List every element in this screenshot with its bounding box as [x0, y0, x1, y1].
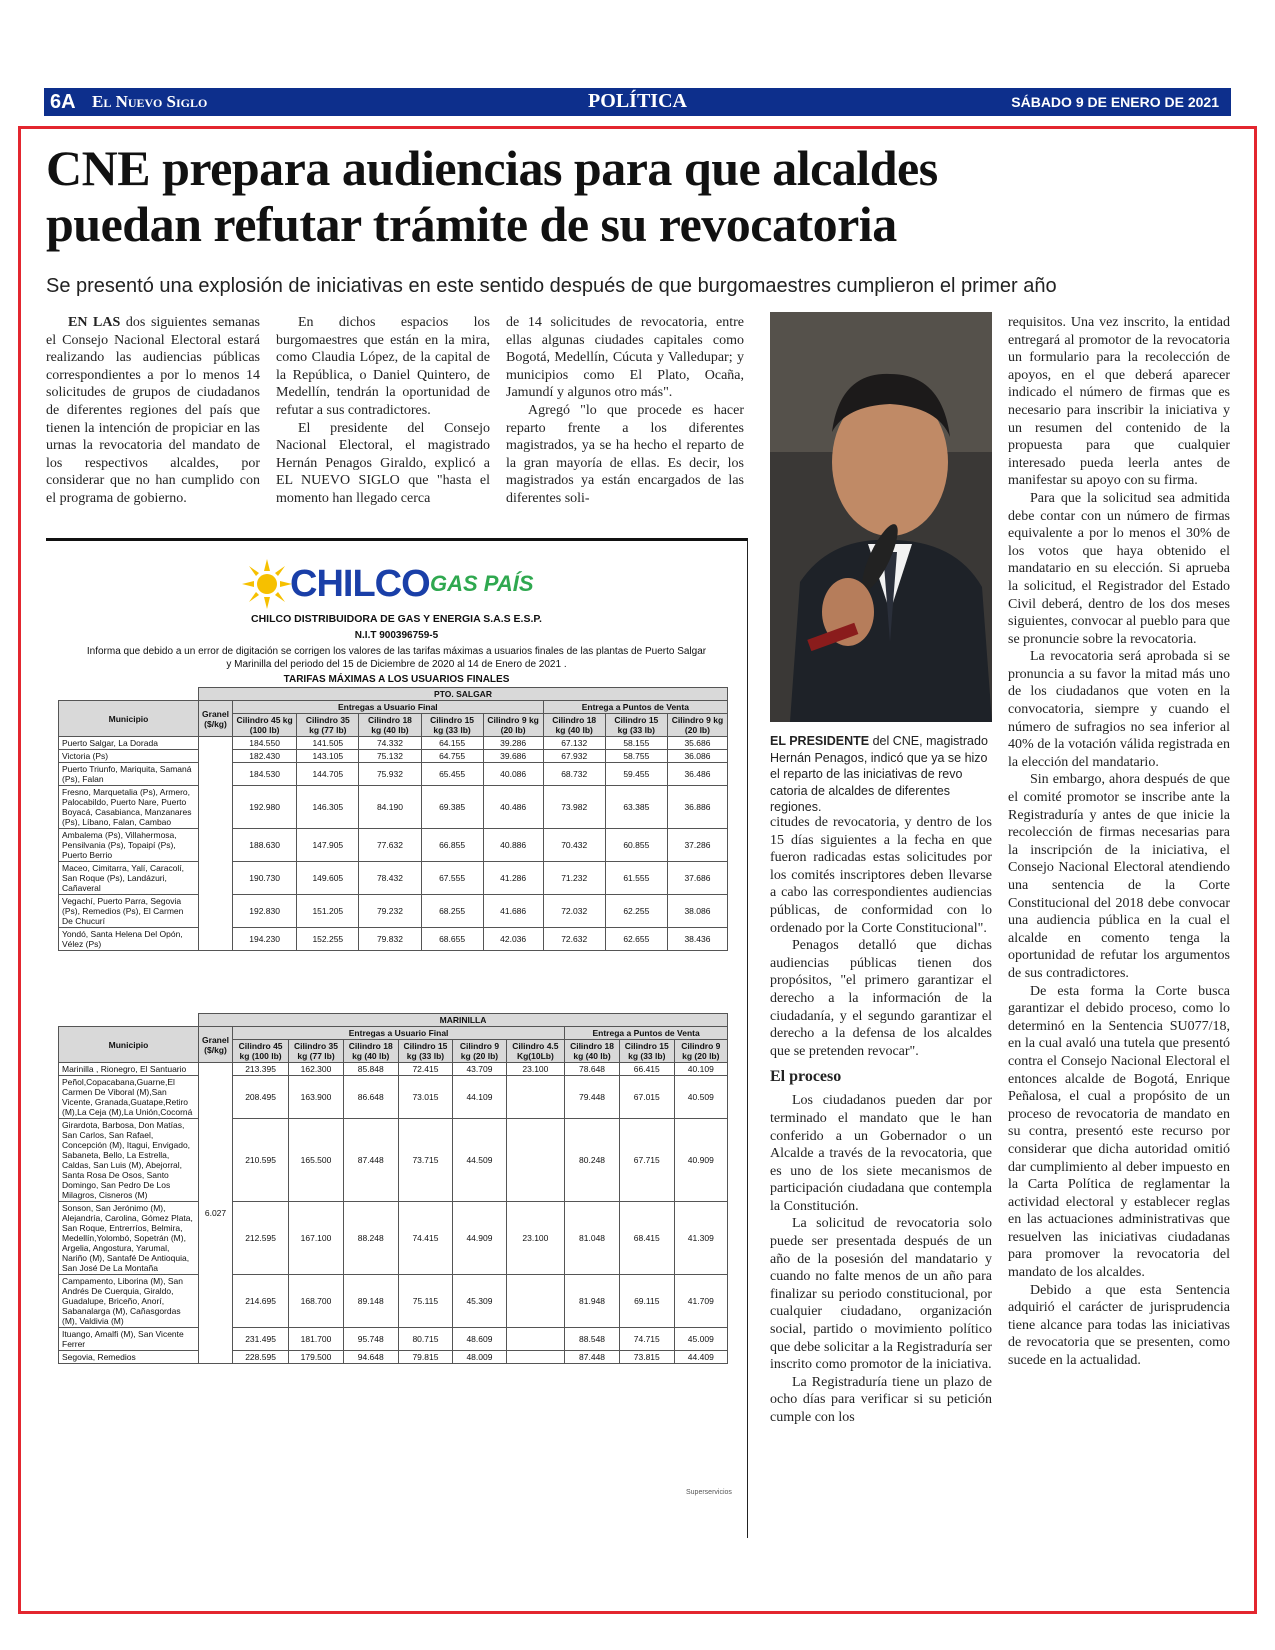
tariff-value-cell: 181.700 — [289, 1328, 344, 1351]
tariff-value-cell: 167.100 — [289, 1202, 344, 1275]
tariff-value-cell: 41.686 — [483, 895, 543, 928]
tariff-value-cell: 80.248 — [565, 1119, 620, 1202]
group-header: Entrega a Puntos de Venta — [565, 1027, 728, 1040]
tariff-value-cell: 73.715 — [398, 1119, 453, 1202]
chilco-logo: CHILCO — [290, 563, 430, 605]
municipio-cell: Marinilla , Rionegro, El Santuario — [59, 1063, 199, 1076]
tariff-value-cell: 66.855 — [421, 829, 483, 862]
tariff-value-cell: 79.232 — [359, 895, 421, 928]
tariff-value-cell: 39.286 — [483, 737, 543, 750]
tariff-value-cell: 41.709 — [674, 1275, 727, 1328]
tariff-value-cell: 85.848 — [343, 1063, 398, 1076]
tariff-value-cell: 182.430 — [233, 750, 297, 763]
tariff-value-cell: 75.115 — [398, 1275, 453, 1328]
col4-paragraph: La Registraduría tiene un plazo de ocho días para verificar si su petición cumple con los — [770, 1374, 992, 1425]
cylinder-column-header: Cilindro 9 kg (20 lb) — [667, 714, 727, 737]
tariff-value-cell: 79.832 — [359, 928, 421, 951]
tariff-value-cell: 228.595 — [233, 1351, 289, 1364]
tariff-value-cell: 79.448 — [565, 1076, 620, 1119]
issue-date: SÁBADO 9 DE ENERO DE 2021 — [1011, 94, 1219, 110]
table-row — [59, 895, 728, 928]
tariff-value-cell: 231.495 — [233, 1328, 289, 1351]
tariff-value-cell: 62.255 — [605, 895, 667, 928]
ad-nit: N.I.T 900396759-5 — [354, 630, 439, 641]
tariff-value-cell: 88.248 — [343, 1202, 398, 1275]
col5-paragraph: Para que la solicitud sea admitida debe contar con un número de firmas equivalente a por lo menos el 30% de los votos que haya obtenido el mandatario en su elección. Si aprueba la solicitud, el Registrador del Estado Civil deberá, dentro de los dos meses siguientes, convocar al pueblo para que se pronuncie sobre la revocatoria. — [1008, 490, 1230, 647]
column-2 — [276, 314, 490, 508]
tariff-value-cell: 87.448 — [565, 1351, 620, 1364]
tariff-value-cell: 87.448 — [343, 1119, 398, 1202]
table-row — [59, 786, 728, 829]
tariff-value-cell: 48.009 — [453, 1351, 506, 1364]
table-row — [59, 1063, 728, 1076]
tariff-value-cell: 67.132 — [543, 737, 605, 750]
tariff-value-cell: 45.009 — [674, 1328, 727, 1351]
col5-paragraph: Sin embargo, ahora después de que el comité promotor se inscribe ante la Registraduría y antes de que inicie la recolección de firmas necesarias para la inscripción de la iniciativa, el Consejo Nacional Electoral atendiendo una sentencia de la Corte Constitucional del 2018 debe convocar una audiencia pública en la cual el alcalde en comento tenga la oportunidad de refutar los argumentos de sus contradictores. — [1008, 772, 1230, 981]
tariff-value-cell — [506, 1076, 565, 1119]
table-row — [59, 1119, 728, 1202]
col4-paragraph: La solicitud de revocatoria solo puede ser presentada después de un año de la posesión del mandatario y cuando no falte menos de un año para finalizar su periodo constitucional, por cualquier ciudadano, organización social, partido o movimiento político que debe solicitar a la Registraduría ser inscrito como promotor de la iniciativa. — [770, 1216, 992, 1373]
municipio-cell: Puerto Triunfo, Mariquita, Samaná (Ps), Falan — [59, 763, 199, 786]
tariff-value-cell: 81.048 — [565, 1202, 620, 1275]
tariff-value-cell: 58.155 — [605, 737, 667, 750]
tariff-value-cell: 39.686 — [483, 750, 543, 763]
tariff-value-cell: 74.715 — [619, 1328, 674, 1351]
col4-paragraph: Penagos detalló que dichas audiencias públicas tienen dos propósitos, "el primero garantizar el derecho a la información de la ciudadanía, y el segundo garantizar el derecho a la defensa de los alcaldes que se pretenden revocar". — [770, 938, 992, 1059]
table-row — [59, 1328, 728, 1351]
granel-header: Granel ($/kg) — [199, 701, 233, 737]
tariff-value-cell: 69.115 — [619, 1275, 674, 1328]
tariff-value-cell: 74.332 — [359, 737, 421, 750]
headline — [46, 140, 1226, 252]
tariff-value-cell: 213.395 — [233, 1063, 289, 1076]
tariff-value-cell: 162.300 — [289, 1063, 344, 1076]
tariff-value-cell: 36.886 — [667, 786, 727, 829]
tariff-value-cell: 62.655 — [605, 928, 667, 951]
tariff-value-cell: 78.432 — [359, 862, 421, 895]
cylinder-column-header: Cilindro 15 kg (33 lb) — [421, 714, 483, 737]
tariff-value-cell: 36.486 — [667, 763, 727, 786]
tariff-value-cell: 73.815 — [619, 1351, 674, 1364]
tariff-value-cell: 37.686 — [667, 862, 727, 895]
tariff-value-cell: 67.932 — [543, 750, 605, 763]
tariff-value-cell: 68.415 — [619, 1202, 674, 1275]
tariff-value-cell: 40.486 — [483, 786, 543, 829]
tariff-value-cell: 23.100 — [506, 1202, 565, 1275]
tariff-value-cell: 163.900 — [289, 1076, 344, 1119]
tariff-value-cell: 192.980 — [233, 786, 297, 829]
tariff-value-cell: 74.415 — [398, 1202, 453, 1275]
municipio-cell: Girardota, Barbosa, Don Matías, San Carlos, San Rafael, Concepción (M), Itagui, Envigado, Sabaneta, Bello, La Estrella, Caldas, San Luis (M), Abejorral, Santa Rosa De Osos, Santo Domingo, San Pedro De Los Milagros, Cisneros (M) — [59, 1119, 199, 1202]
tariff-value-cell: 45.309 — [453, 1275, 506, 1328]
tariff-value-cell: 190.730 — [233, 862, 297, 895]
table-spacer — [59, 1014, 199, 1027]
cylinder-column-header: Cilindro 15 kg (33 lb) — [605, 714, 667, 737]
table-row — [59, 750, 728, 763]
tariff-value-cell: 212.595 — [233, 1202, 289, 1275]
tariff-value-cell: 59.455 — [605, 763, 667, 786]
table-row — [59, 1076, 728, 1119]
tariff-value-cell: 165.500 — [289, 1119, 344, 1202]
headline-line-1: CNE prepara audiencias para que alcaldes — [46, 140, 938, 196]
col2-paragraph: En dichos espacios los burgomaestres que están en la mira, como Claudia López, de la capital de la República, o Daniel Quintero, de Medellín, tendrán la oportunidad de refutar a sus contradictores. — [276, 315, 490, 418]
tariff-value-cell: 143.105 — [297, 750, 359, 763]
tariff-value-cell: 94.648 — [343, 1351, 398, 1364]
table-row — [59, 1351, 728, 1364]
granel-cell: 6.027 — [199, 1063, 233, 1364]
tariff-value-cell: 40.909 — [674, 1119, 727, 1202]
cylinder-column-header: Cilindro 4.5 Kg(10Lb) — [506, 1040, 565, 1063]
municipio-cell: Maceo, Cimitarra, Yalí, Caracolí, San Roque (Ps), Landázuri, Cañaveral — [59, 862, 199, 895]
table-row — [59, 763, 728, 786]
tariff-value-cell: 64.755 — [421, 750, 483, 763]
tariff-value-cell: 147.905 — [297, 829, 359, 862]
cylinder-column-header: Cilindro 9 kg (20 lb) — [453, 1040, 506, 1063]
photo-portrait-image — [770, 312, 992, 722]
table-spacer — [59, 688, 199, 701]
tariff-value-cell: 67.015 — [619, 1076, 674, 1119]
superservicios-logo: Superservicios — [686, 1489, 732, 1496]
cylinder-column-header: Cilindro 45 kg (100 lb) — [233, 714, 297, 737]
tariff-value-cell: 149.605 — [297, 862, 359, 895]
lead-in: EN LAS — [68, 315, 121, 330]
sun-logo-icon — [242, 559, 292, 609]
tariff-value-cell: 40.109 — [674, 1063, 727, 1076]
tariff-value-cell: 73.015 — [398, 1076, 453, 1119]
tariff-value-cell: 184.550 — [233, 737, 297, 750]
tariff-value-cell: 40.509 — [674, 1076, 727, 1119]
ad-notice-line-2: y Marinilla del periodo del 15 de Diciembre de 2020 al 14 de Enero de 2021 . — [226, 659, 567, 670]
caption-lead: EL PRESIDENTE — [770, 734, 870, 748]
municipio-cell: Peñol,Copacabana,Guarne,El Carmen De Viboral (M),San Vicente, Granada,Guatape,Retiro (M),La Ceja (M),La Unión,Cocorná — [59, 1076, 199, 1119]
tariff-value-cell: 89.148 — [343, 1275, 398, 1328]
cylinder-column-header: Cilindro 35 kg (77 lb) — [297, 714, 359, 737]
tariff-table-marinilla — [58, 1013, 728, 1364]
section-subhead: El proceso — [770, 1068, 842, 1086]
tariff-value-cell: 66.415 — [619, 1063, 674, 1076]
column-1 — [46, 314, 260, 508]
tariff-value-cell: 58.755 — [605, 750, 667, 763]
tariff-value-cell — [506, 1351, 565, 1364]
tariff-value-cell: 71.232 — [543, 862, 605, 895]
tariff-value-cell: 68.655 — [421, 928, 483, 951]
tariff-value-cell: 73.982 — [543, 786, 605, 829]
photo-caption — [770, 733, 992, 816]
tariff-value-cell: 61.555 — [605, 862, 667, 895]
tariff-value-cell: 72.032 — [543, 895, 605, 928]
subheadline: Se presentó una explosión de iniciativas en este sentido después de que burgomaestres cumplieron el primer año — [46, 275, 1057, 297]
municipio-cell: Ituango, Amalfi (M), San Vicente Ferrer — [59, 1328, 199, 1351]
column-3 — [506, 314, 744, 508]
tariff-value-cell: 37.286 — [667, 829, 727, 862]
tariff-value-cell: 40.086 — [483, 763, 543, 786]
tariff-value-cell: 95.748 — [343, 1328, 398, 1351]
tariff-value-cell: 151.205 — [297, 895, 359, 928]
tariff-value-cell: 78.648 — [565, 1063, 620, 1076]
ad-logos — [46, 559, 747, 609]
tariff-value-cell: 40.886 — [483, 829, 543, 862]
tariff-value-cell: 144.705 — [297, 763, 359, 786]
tariff-value-cell: 192.830 — [233, 895, 297, 928]
tariff-value-cell: 42.036 — [483, 928, 543, 951]
tariff-value-cell: 75.132 — [359, 750, 421, 763]
tariff-value-cell: 68.732 — [543, 763, 605, 786]
newspaper-name: El Nuevo Siglo — [92, 92, 208, 111]
section-name: POLÍTICA — [588, 90, 687, 112]
tariff-advertisement — [46, 538, 748, 1538]
tariff-value-cell: 68.255 — [421, 895, 483, 928]
ad-company: CHILCO DISTRIBUIDORA DE GAS Y ENERGIA S.A.S E.S.P. — [251, 613, 542, 625]
col1-text: dos siguientes semanas el Consejo Nacional Electoral estará realizando las audiencias públicas correspondientes a por lo menos 14 solicitudes de grupos de ciudadanos de diferentes regiones del país que tienen la intención de propiciar en las urnas la revocatoria del mandato de los respectivos alcaldes, por considerar que no han cumplido con el programa de gobierno. — [46, 315, 260, 506]
cylinder-column-header: Cilindro 35 kg (77 lb) — [289, 1040, 344, 1063]
tariff-value-cell: 84.190 — [359, 786, 421, 829]
col5-paragraph: requisitos. Una vez inscrito, la entidad entregará al promotor de la revocatoria un formulario para la recolección de apoyos, en el que deberá aparecer indicado el número de firmas que es necesario para inscribir la iniciativa y un resumen del contenido de la propuesta para que cualquier interesado pueda leerla antes de manifestar su apoyo con su firma. — [1008, 315, 1230, 489]
tariff-value-cell: 188.630 — [233, 829, 297, 862]
tariff-value-cell: 88.548 — [565, 1328, 620, 1351]
cylinder-column-header: Cilindro 15 kg (33 lb) — [398, 1040, 453, 1063]
tariff-value-cell: 81.948 — [565, 1275, 620, 1328]
municipio-cell: Campamento, Liborina (M), San Andrés De Cuerquia, Giraldo, Guadalupe, Briceño, Anorí, Sabanalarga (M), Cañasgordas (M), Valdivia (M) — [59, 1275, 199, 1328]
tariff-table-pto-salgar — [58, 687, 728, 951]
tariff-value-cell: 152.255 — [297, 928, 359, 951]
cylinder-column-header: Cilindro 45 kg (100 lb) — [233, 1040, 289, 1063]
municipio-cell: Vegachí, Puerto Parra, Segovia (Ps), Remedios (Ps), El Carmen De Chucurí — [59, 895, 199, 928]
tariff-value-cell: 64.155 — [421, 737, 483, 750]
tariff-value-cell: 41.286 — [483, 862, 543, 895]
municipio-cell: Fresno, Marquetalia (Ps), Armero, Palocabildo, Puerto Nare, Puerto Boyacá, Casabianca, Manzanares (Ps), Líbano, Falan, Cambao — [59, 786, 199, 829]
column-5 — [1008, 314, 1230, 1370]
tariff-value-cell: 67.715 — [619, 1119, 674, 1202]
tariff-value-cell: 77.632 — [359, 829, 421, 862]
tariff-value-cell: 184.530 — [233, 763, 297, 786]
col4-paragraph: Los ciudadanos pueden dar por terminado el mandato que le han conferido a un Gobernador o un Alcalde a través de la revocatoria, que es uno de los siete mecanismos de participación ciudadana que contempla la Constitución. — [770, 1093, 992, 1214]
headline-line-2: puedan refutar trámite de su revocatoria — [46, 196, 897, 252]
table-row — [59, 829, 728, 862]
tariff-value-cell: 67.555 — [421, 862, 483, 895]
col3-paragraph: Agregó "lo que procede es hacer reparto frente a los diferentes magistrados, ya se ha hecho el reparto de la gran mayoría de ellas. Es decir, los magistrados ya están encargados de las diferentes soli- — [506, 402, 744, 506]
tariff-value-cell: 168.700 — [289, 1275, 344, 1328]
tariff-value-cell: 65.455 — [421, 763, 483, 786]
cylinder-column-header: Cilindro 18 kg (40 lb) — [565, 1040, 620, 1063]
municipio-cell: Yondó, Santa Helena Del Opón, Vélez (Ps) — [59, 928, 199, 951]
cylinder-column-header: Cilindro 9 kg (20 lb) — [483, 714, 543, 737]
municipio-cell: Victoria (Ps) — [59, 750, 199, 763]
municipio-cell: Puerto Salgar, La Dorada — [59, 737, 199, 750]
table-row — [59, 737, 728, 750]
tariff-value-cell — [506, 1328, 565, 1351]
municipio-cell: Sonson, San Jerónimo (M), Alejandría, Carolina, Gómez Plata, San Roque, Entrerríos, Belmira, Medellín,Yolombó, Sopetrán (M), Argelia, Angostura, Yarumal, Nariño (M), Santafé De Antioquia, San José De La Montaña — [59, 1202, 199, 1275]
tariff-value-cell: 210.595 — [233, 1119, 289, 1202]
page-number: 6A — [50, 91, 76, 113]
tariff-value-cell: 35.686 — [667, 737, 727, 750]
municipio-cell: Segovia, Remedios — [59, 1351, 199, 1364]
tariff-value-cell: 146.305 — [297, 786, 359, 829]
group-header: Entregas a Usuario Final — [233, 1027, 565, 1040]
col5-paragraph: De esta forma la Corte busca garantizar el debido proceso, como lo determinó en la Sentencia SU077/18, en la cual avaló una tutela que presentó contra el Consejo Nacional Electoral el entonces alcalde de Bogotá, Enrique Peñalosa, el cual a propósito de un proceso de revocatoria de mandato en su contra, presentó este recurso por considerar que dicha autoridad omitió dar cumplimiento al deber impuesto en la Carta Política de reglamentar la actividad electoral y establecer reglas en las actuaciones administrativas que resuelven las iniciativas ciudadanas para promover la revocatoria del mandato de los alcaldes. — [1008, 983, 1230, 1281]
tariff-value-cell: 36.086 — [667, 750, 727, 763]
column-4 — [770, 814, 992, 1427]
tariff-value-cell: 179.500 — [289, 1351, 344, 1364]
col5-paragraph: Debido a que esta Sentencia adquirió el carácter de jurisprudencia tiene alcance para todas las iniciativas de revocatoria que se presenten, como sucede en la actualidad. — [1008, 1282, 1230, 1369]
tariff-value-cell: 41.309 — [674, 1202, 727, 1275]
tariff-value-cell: 70.432 — [543, 829, 605, 862]
tariff-value-cell: 208.495 — [233, 1076, 289, 1119]
col5-paragraph: La revocatoria será aprobada si se pronuncia a su favor la mitad más uno de los ciudadanos que voten en la convocatoria, siempre y cuando el número de sufragios no sea inferior al 40% de la votación válida registrada en la elección del mandatario. — [1008, 649, 1230, 770]
tariff-value-cell: 43.709 — [453, 1063, 506, 1076]
tariff-value-cell — [506, 1119, 565, 1202]
tariff-value-cell: 38.436 — [667, 928, 727, 951]
col3-paragraph: de 14 solicitudes de revocatoria, entre ellas algunas ciudades capitales como Bogotá, Medellín, Cúcuta y Valledupar; y municipios como El Plato, Ocaña, Jamundí y algunos otro más". — [506, 315, 744, 401]
tariff-value-cell: 44.509 — [453, 1119, 506, 1202]
tariff-value-cell: 38.086 — [667, 895, 727, 928]
tariff-value-cell: 23.100 — [506, 1063, 565, 1076]
cylinder-column-header: Cilindro 18 kg (40 lb) — [543, 714, 605, 737]
ad-table-title: TARIFAS MÁXIMAS A LOS USUARIOS FINALES — [283, 674, 510, 685]
cylinder-column-header: Cilindro 18 kg (40 lb) — [359, 714, 421, 737]
tariff-value-cell: 44.909 — [453, 1202, 506, 1275]
page-header-bar — [44, 88, 1231, 116]
granel-cell — [199, 737, 233, 951]
tariff-value-cell: 141.505 — [297, 737, 359, 750]
cylinder-column-header: Cilindro 9 kg (20 lb) — [674, 1040, 727, 1063]
tariff-value-cell: 75.932 — [359, 763, 421, 786]
group-header: Entrega a Puntos de Venta — [543, 701, 727, 714]
tariff-value-cell: 72.415 — [398, 1063, 453, 1076]
tariff-value-cell: 214.695 — [233, 1275, 289, 1328]
tariff-value-cell: 80.715 — [398, 1328, 453, 1351]
caption-text: del CNE, magistrado Hernán Penagos, indicó que ya se hizo el reparto de las iniciativas de revo catoria de alcaldes de diferentes regiones. — [770, 734, 988, 814]
tariff-value-cell: 44.409 — [674, 1351, 727, 1364]
col2-paragraph: El presidente del Consejo Nacional Electoral, el magistrado Hernán Penagos Giraldo, explicó a EL NUEVO SIGLO que "hasta el momento han llegado cerca — [276, 420, 490, 506]
tariff-value-cell — [506, 1275, 565, 1328]
table-row — [59, 862, 728, 895]
col4-paragraph: citudes de revocatoria, y dentro de los 15 días siguientes a la fecha en que fueron radicadas estas solicitudes por los comités inscriptores deben llevarse a cabo las correspondientes audiencias públicas, de conformidad con lo ordenado por la Corte Constitucional". — [770, 815, 992, 936]
plant-name: MARINILLA — [199, 1014, 728, 1027]
tariff-value-cell: 194.230 — [233, 928, 297, 951]
municipio-header: Municipio — [59, 1027, 199, 1063]
tariff-value-cell: 79.815 — [398, 1351, 453, 1364]
tariff-value-cell: 60.855 — [605, 829, 667, 862]
tariff-value-cell: 69.385 — [421, 786, 483, 829]
tariff-value-cell: 63.385 — [605, 786, 667, 829]
table-row — [59, 928, 728, 951]
plant-name: PTO. SALGAR — [199, 688, 728, 701]
gaspais-logo: GAS PAÍS — [430, 571, 534, 596]
cylinder-column-header: Cilindro 18 kg (40 lb) — [343, 1040, 398, 1063]
table-row — [59, 1202, 728, 1275]
tariff-value-cell: 48.609 — [453, 1328, 506, 1351]
table-row — [59, 1275, 728, 1328]
article-photo — [770, 312, 992, 722]
granel-header: Granel ($/kg) — [199, 1027, 233, 1063]
cylinder-column-header: Cilindro 15 kg (33 lb) — [619, 1040, 674, 1063]
municipio-header: Municipio — [59, 701, 199, 737]
municipio-cell: Ambalema (Ps), Villahermosa, Pensilvania (Ps), Topaipí (Ps), Puerto Berrio — [59, 829, 199, 862]
group-header: Entregas a Usuario Final — [233, 701, 544, 714]
tariff-value-cell: 86.648 — [343, 1076, 398, 1119]
tariff-value-cell: 44.109 — [453, 1076, 506, 1119]
ad-notice-line-1: Informa que debido a un error de digitación se corrigen los valores de las tarifas máximas a usuarios finales de las plantas de Puerto Salgar — [86, 646, 707, 657]
tariff-value-cell: 72.632 — [543, 928, 605, 951]
